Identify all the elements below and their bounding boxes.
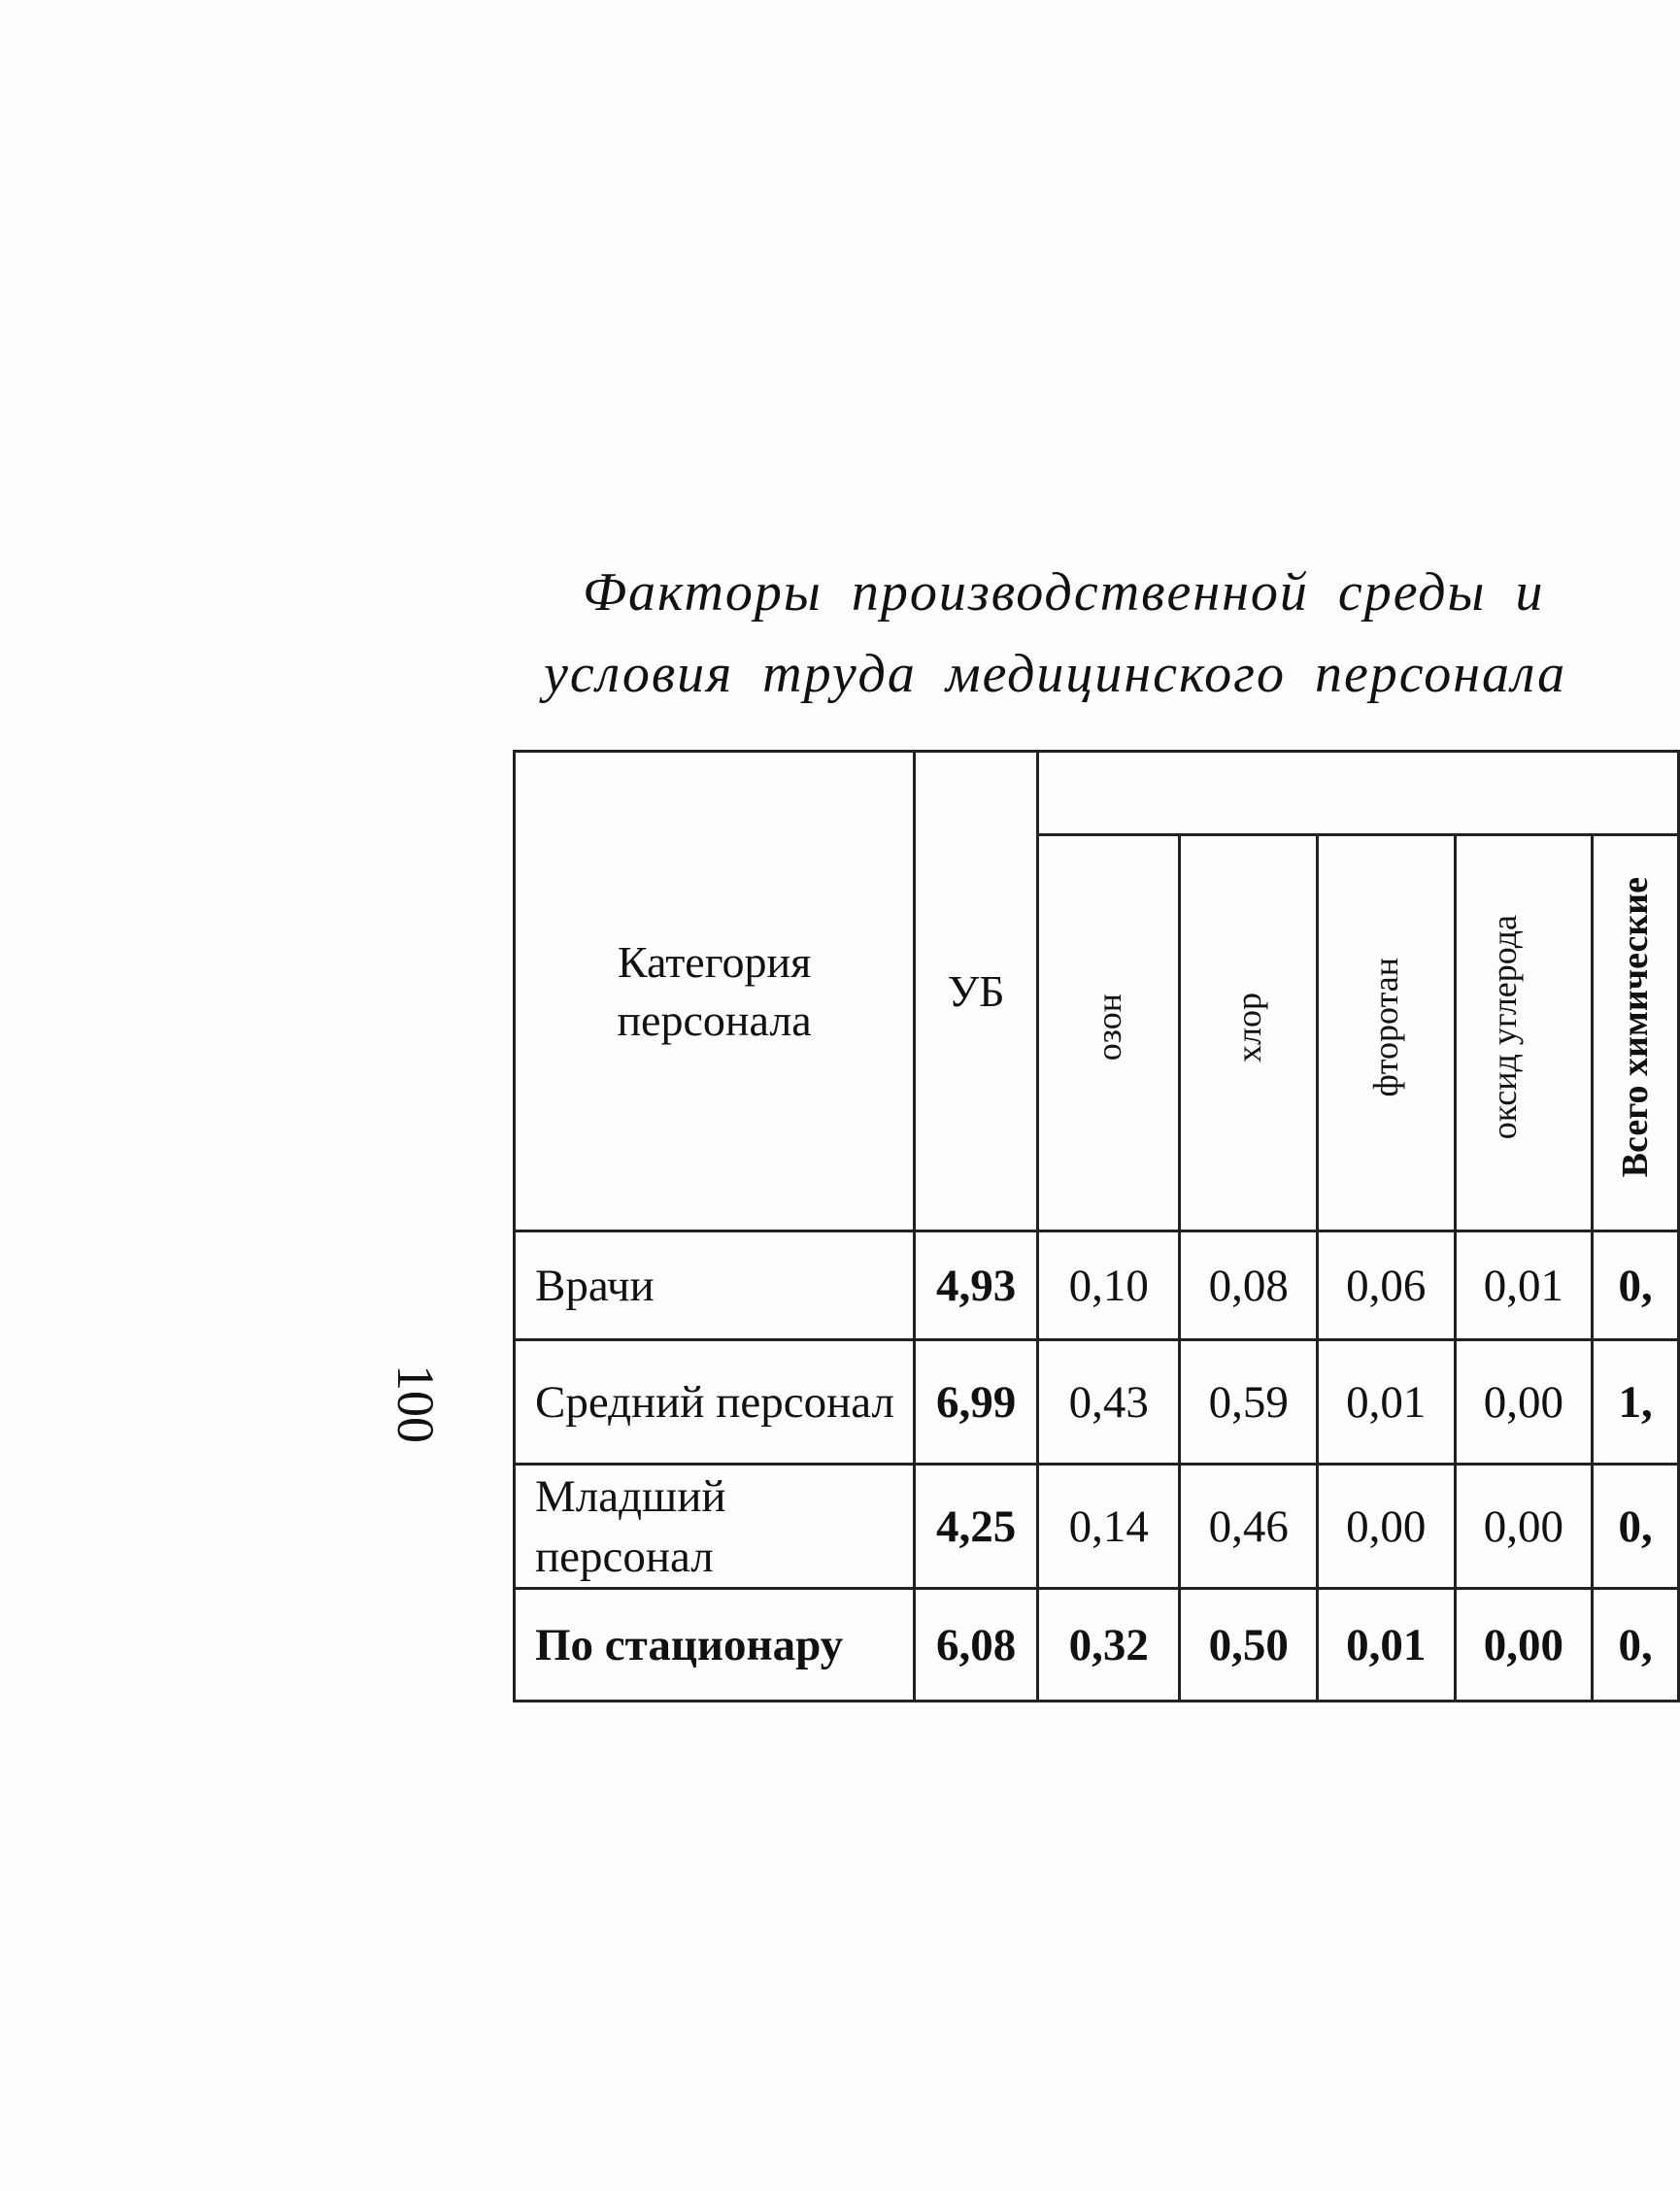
cell-chlorine: 0,46 <box>1180 1465 1318 1589</box>
cell-ftorotan: 0,01 <box>1318 1340 1456 1465</box>
column-group-header <box>1038 752 1679 835</box>
column-header-carbon-oxide <box>1455 835 1593 1231</box>
cell-ozone: 0,43 <box>1038 1340 1180 1465</box>
cell-ozone: 0,32 <box>1038 1589 1180 1702</box>
cell-ozone: 0,10 <box>1038 1231 1180 1340</box>
column-header-chlorine <box>1180 835 1318 1231</box>
cell-ftorotan: 0,00 <box>1318 1465 1456 1589</box>
cell-ub: 4,93 <box>915 1231 1038 1340</box>
cell-total-chemical: 0, <box>1593 1589 1679 1702</box>
cell-chlorine: 0,59 <box>1180 1340 1318 1465</box>
page-number: 100 <box>386 1365 445 1443</box>
column-header-carbon-oxide-label: оксид углерода <box>1484 914 1524 1140</box>
cell-ftorotan: 0,01 <box>1318 1589 1456 1702</box>
title-line-1: Факторы производственной среды и <box>583 562 1545 623</box>
column-header-ozone <box>1038 835 1180 1231</box>
table-row <box>515 1231 1679 1340</box>
row-label: Врачи <box>515 1231 915 1340</box>
cell-ub: 4,25 <box>915 1465 1038 1589</box>
cell-carbon-oxide: 0,00 <box>1455 1589 1593 1702</box>
column-header-ftorotan-label: фторотан <box>1366 957 1406 1097</box>
row-label: По стационару <box>515 1589 915 1702</box>
cell-carbon-oxide: 0,00 <box>1455 1340 1593 1465</box>
cell-chlorine: 0,08 <box>1180 1231 1318 1340</box>
cell-ub: 6,99 <box>915 1340 1038 1465</box>
table-row-total <box>515 1589 1679 1702</box>
cell-ftorotan: 0,06 <box>1318 1231 1456 1340</box>
cell-total-chemical: 1, <box>1593 1340 1679 1465</box>
factors-table <box>513 750 1680 1702</box>
column-header-chlorine-label: хлор <box>1228 992 1268 1062</box>
column-header-total-chemical <box>1593 835 1679 1231</box>
cell-carbon-oxide: 0,00 <box>1455 1465 1593 1589</box>
column-header-ftorotan <box>1318 835 1456 1231</box>
table-row <box>515 1340 1679 1465</box>
row-label: Средний персонал <box>515 1340 915 1465</box>
table-row <box>515 1465 1679 1589</box>
column-header-ozone-label: озон <box>1089 993 1128 1062</box>
title-line-2: условия труда медицинского персонала <box>544 644 1567 704</box>
cell-ub: 6,08 <box>915 1589 1038 1702</box>
cell-ozone: 0,14 <box>1038 1465 1180 1589</box>
cell-total-chemical: 0, <box>1593 1465 1679 1589</box>
cell-chlorine: 0,50 <box>1180 1589 1318 1702</box>
cell-carbon-oxide: 0,01 <box>1455 1231 1593 1340</box>
row-label: Младший персонал <box>515 1465 915 1589</box>
cell-total-chemical: 0, <box>1593 1231 1679 1340</box>
column-header-ub: УБ <box>915 752 1038 1231</box>
column-header-category: Категория персонала <box>515 752 915 1231</box>
table-title <box>544 552 1566 715</box>
column-header-total-chemical-label: Всего химические <box>1615 876 1657 1178</box>
